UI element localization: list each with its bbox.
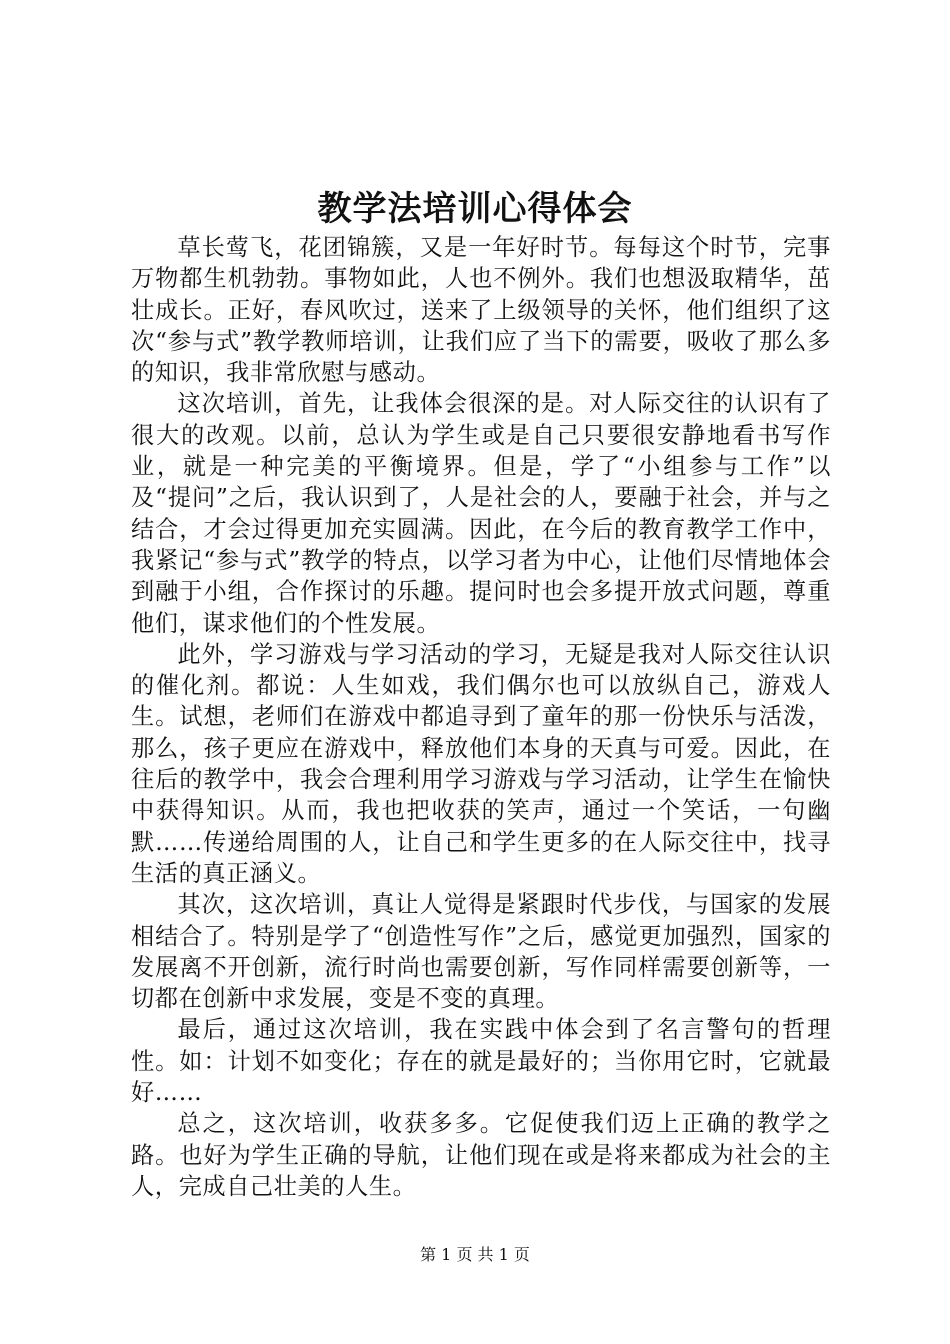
paragraph-3: 此外，学习游戏与学习活动的学习，无疑是我对人际交往认识的催化剂。都说：人生如戏，我们偶尔也可以放纵自己，游戏人生。试想，老师们在游戏中都追寻到了童年的那一份快乐与活泼，那么，孩子更应在游戏中，释放他们本身的天真与可爱。因此，在往后的教学中，我会合理利用学习游戏与学习活动，让学生在愉快中获得知识。从而，我也把收获的笑声，通过一个笑话，一句幽默……传递给周围的人，让自己和学生更多的在人际交往中，找寻生活的真正涵义。 xyxy=(131,640,831,887)
paragraph-2: 这次培训，首先，让我体会很深的是。对人际交往的认识有了很大的改观。以前，总认为学生或是自己只要很安静地看书写作业，就是一种完美的平衡境界。但是，学了“小组参与工作”以及“提问”之后，我认识到了，人是社会的人，要融于社会，并与之结合，才会过得更加充实圆满。因此，在今后的教育教学工作中，我紧记“参与式”教学的特点，以学习者为中心，让他们尽情地体会到融于小组，合作探讨的乐趣。提问时也会多提开放式问题，尊重他们，谋求他们的个性发展。 xyxy=(131,390,831,637)
page-footer: 第 1 页 共 1 页 xyxy=(420,1245,530,1264)
document-title: 教学法培训心得体会 xyxy=(317,189,633,229)
paragraph-4: 其次，这次培训，真让人觉得是紧跟时代步伐，与国家的发展相结合了。特别是学了“创造性写作”之后，感觉更加强烈，国家的发展离不开创新，流行时尚也需要创新，写作同样需要创新等，一切都在创新中求发展，变是不变的真理。 xyxy=(131,891,831,1013)
document-body xyxy=(131,232,831,1202)
paragraph-5: 最后，通过这次培训，我在实践中体会到了名言警句的哲理性。如：计划不如变化；存在的就是最好的；当你用它时，它就最好…… xyxy=(131,1016,831,1107)
paragraph-6: 总之，这次培训，收获多多。它促使我们迈上正确的教学之路。也好为学生正确的导航，让他们现在或是将来都成为社会的主人，完成自己壮美的人生。 xyxy=(131,1110,831,1200)
paragraph-1: 草长莺飞，花团锦簇，又是一年好时节。每每这个时节，完事万物都生机勃勃。事物如此，人也不例外。我们也想汲取精华，茁壮成长。正好，春风吹过，送来了上级领导的关怀，他们组织了这次“参与式”教学教师培训，让我们应了当下的需要，吸收了那么多的知识，我非常欣慰与感动。 xyxy=(131,234,831,387)
